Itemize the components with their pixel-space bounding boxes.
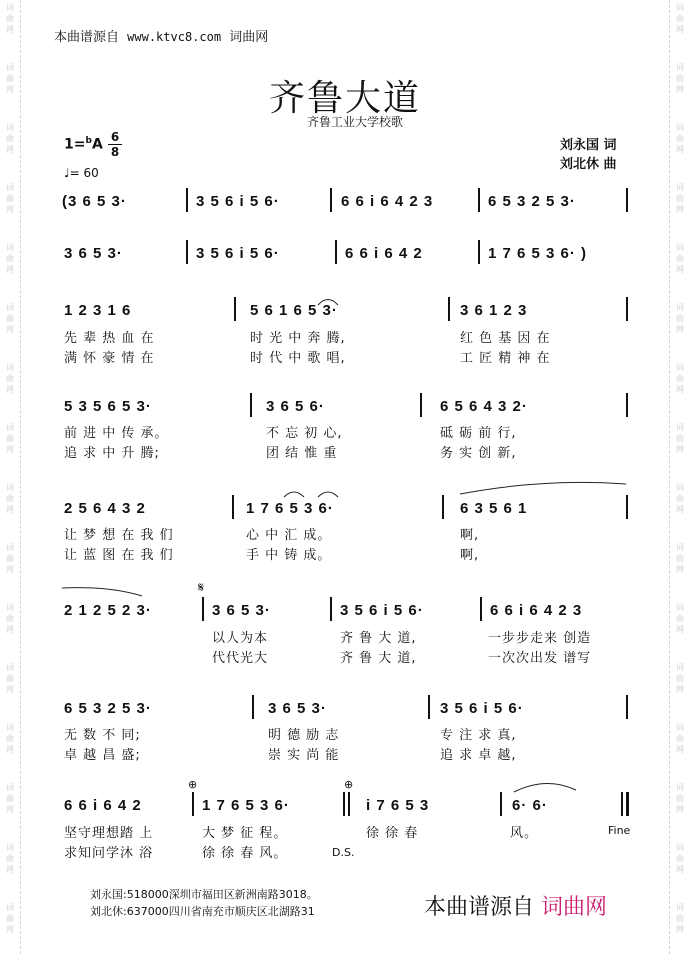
lyric-7-2a: 卓 越 昌 盛; (64, 748, 141, 763)
lyric-4-2c: 务 实 创 新, (440, 446, 517, 461)
margin-watermark: 词 曲 网 (676, 243, 684, 274)
notes-8-4: 6· 6· (512, 797, 548, 814)
coda-sign-2: ⊕ (344, 778, 354, 791)
margin-watermark: 词 曲 网 (676, 63, 684, 94)
footer-brand (424, 890, 607, 921)
margin-watermark: 词 曲 网 (6, 63, 14, 94)
notes-8-2: 1 7 6 5 3 6· (202, 797, 290, 814)
margin-watermark: 词 曲 网 (6, 183, 14, 214)
notes-7-2: 3 6 5 3· (268, 700, 327, 717)
lyric-4-2a: 追 求 中 升 腾; (64, 446, 160, 461)
lyricist-credit: 刘永国 词 (560, 138, 617, 153)
margin-watermark: 词 曲 网 (676, 543, 684, 574)
lyric-7-2b: 崇 实 尚 能 (268, 748, 340, 763)
lyric-5-1b: 心 中 汇 成。 (246, 528, 332, 543)
lyric-8-1d: 风。 (510, 826, 539, 841)
notes-7-1: 6 5 3 2 5 3· (64, 700, 152, 717)
notes-4-1: 5 3 5 6 5 3· (64, 398, 152, 415)
notes-6-1: 2 1 2 5 2 3· (64, 602, 152, 619)
lyric-8-2a: 求知问学沐 浴 (64, 846, 154, 861)
lyric-7-1a: 无 数 不 同; (64, 728, 141, 743)
lyric-8-1b: 大 梦 征 程。 (202, 826, 288, 841)
margin-watermark: 词 曲 网 (6, 903, 14, 934)
measure-1-1: (3 6 5 3· (62, 193, 127, 210)
margin-watermark: 词 曲 网 (6, 483, 14, 514)
lyric-5-2c: 啊, (460, 548, 480, 563)
header-prefix: 本曲谱源自 (54, 30, 120, 45)
notes-6-3: 3 5 6 i 5 6· (340, 602, 424, 619)
margin-watermark: 词 曲 网 (676, 603, 684, 634)
margin-watermark: 词 曲 网 (676, 303, 684, 334)
lyric-5-1a: 让 梦 想 在 我 们 (64, 528, 174, 543)
footer-brand-site[interactable]: 词曲网 (541, 895, 608, 920)
margin-watermark: 词 曲 网 (676, 723, 684, 754)
margin-watermark: 词 曲 网 (676, 183, 684, 214)
lyric-5-1c: 啊, (460, 528, 480, 543)
margin-watermark: 词 曲 网 (676, 423, 684, 454)
lyric-3-1b: 时 光 中 奔 腾, (250, 331, 346, 346)
lyric-3-1c: 红 色 基 因 在 (460, 331, 551, 346)
margin-watermark: 词 曲 网 (6, 723, 14, 754)
lyric-7-1b: 明 德 励 志 (268, 728, 340, 743)
margin-watermark: 词 曲 网 (676, 903, 684, 934)
lyric-8-1a: 坚守理想踏 上 (64, 826, 154, 841)
margin-watermark: 词 曲 网 (676, 663, 684, 694)
lyric-6-1c: 一步步走来 创造 (488, 631, 592, 646)
notes-3-2: 5 6 1 6 5 3· (250, 302, 338, 319)
key-signature: 1=$^b$A (64, 136, 103, 153)
tempo-marking: ♩= 60 (64, 166, 99, 180)
margin-watermark: 词 曲 网 (6, 543, 14, 574)
lyric-5-2a: 让 蓝 图 在 我 们 (64, 548, 174, 563)
margin-watermark: 词 曲 网 (6, 423, 14, 454)
notes-8-1: 6 6 i 6 4 2 (64, 797, 142, 814)
margin-watermark: 词 曲 网 (676, 783, 684, 814)
margin-watermark: 词 曲 网 (6, 843, 14, 874)
margin-watermark: 词 曲 网 (6, 663, 14, 694)
song-title: 齐鲁大道 (268, 78, 421, 119)
lyric-4-1a: 前 进 中 传 承。 (64, 426, 169, 441)
coda-sign-1: ⊕ (188, 778, 198, 791)
lyric-4-1c: 砥 砺 前 行, (440, 426, 517, 441)
lyric-6-2c: 一次次出发 谱写 (488, 651, 592, 666)
lyric-3-1a: 先 辈 热 血 在 (64, 331, 155, 346)
lyricist-address: 刘永国:518000深圳市福田区新洲南路3018。 (90, 888, 318, 901)
measure-2-1: 3 6 5 3· (64, 245, 123, 262)
ds-marking: D.S. (332, 846, 355, 859)
margin-watermark: 词 曲 网 (6, 783, 14, 814)
margin-watermark: 词 曲 网 (676, 363, 684, 394)
notes-5-1: 2 5 6 4 3 2 (64, 500, 146, 517)
lyric-4-1b: 不 忘 初 心, (266, 426, 343, 441)
fine-marking: Fine (608, 824, 631, 837)
notes-4-2: 3 6 5 6· (266, 398, 325, 415)
margin-watermark: 词 曲 网 (676, 123, 684, 154)
notes-3-3: 3 6 1 2 3 (460, 302, 528, 319)
measure-1-3: 6 6 i 6 4 2 3 (341, 193, 434, 210)
margin-watermark: 词 曲 网 (6, 363, 14, 394)
lyric-8-1c: 徐 徐 春 (366, 826, 419, 841)
segno-sign: 𝄋 (198, 580, 205, 596)
measure-2-3: 6 6 i 6 4 2 (345, 245, 423, 262)
measure-2-2: 3 5 6 i 5 6· (196, 245, 280, 262)
notes-6-4: 6 6 i 6 4 2 3 (490, 602, 583, 619)
song-subtitle: 齐鲁工业大学校歌 (306, 115, 403, 129)
lyric-3-2b: 时 代 中 歌 唱, (250, 351, 346, 366)
header-url[interactable]: www.ktvc8.com (127, 30, 222, 44)
notes-8-3: i 7 6 5 3 (366, 797, 430, 814)
measure-2-4: 1 7 6 5 3 6· ) (488, 245, 588, 262)
notes-4-3: 6 5 6 4 3 2· (440, 398, 528, 415)
margin-watermark: 词 曲 网 (6, 243, 14, 274)
lyric-6-2a: 代代光大 (212, 651, 269, 666)
notes-3-1: 1 2 3 1 6 (64, 302, 132, 319)
notes-7-3: 3 5 6 i 5 6· (440, 700, 524, 717)
margin-watermark: 词 曲 网 (676, 3, 684, 34)
lyric-5-2b: 手 中 铸 成。 (246, 548, 332, 563)
margin-watermark: 词 曲 网 (6, 603, 14, 634)
measure-1-4: 6 5 3 2 5 3· (488, 193, 576, 210)
margin-watermark: 词 曲 网 (6, 3, 14, 34)
lyric-4-2b: 团 结 惟 重 (266, 446, 338, 461)
margin-watermark: 词 曲 网 (676, 483, 684, 514)
composer-credit: 刘北休 曲 (560, 157, 617, 172)
composer-address: 刘北休:637000四川省南充市顺庆区北湖路31 (90, 905, 315, 918)
lyric-7-2c: 追 求 卓 越, (440, 748, 517, 763)
notes-5-3: 6 3 5 6 1 (460, 500, 528, 517)
lyric-6-2b: 齐 鲁 大 道, (340, 651, 417, 666)
margin-watermark: 词 曲 网 (676, 843, 684, 874)
header-suffix: 词曲网 (229, 30, 269, 45)
lyric-7-1c: 专 注 求 真, (440, 728, 517, 743)
lyric-6-1a: 以人为本 (212, 631, 269, 646)
lyric-3-2c: 工 匠 精 神 在 (460, 351, 551, 366)
margin-watermark: 词 曲 网 (6, 303, 14, 334)
footer-brand-prefix: 本曲谱源自 (424, 895, 535, 920)
lyric-8-2b: 徐 徐 春 风。 (202, 846, 288, 861)
notes-6-2: 3 6 5 3· (212, 602, 271, 619)
margin-watermark: 词 曲 网 (6, 123, 14, 154)
notes-5-2: 1 7 6 5 3 6· (246, 500, 334, 517)
measure-1-2: 3 5 6 i 5 6· (196, 193, 280, 210)
lyric-3-2a: 满 怀 豪 情 在 (64, 351, 155, 366)
lyric-6-1b: 齐 鲁 大 道, (340, 631, 417, 646)
time-signature: 6 8 (108, 131, 122, 158)
